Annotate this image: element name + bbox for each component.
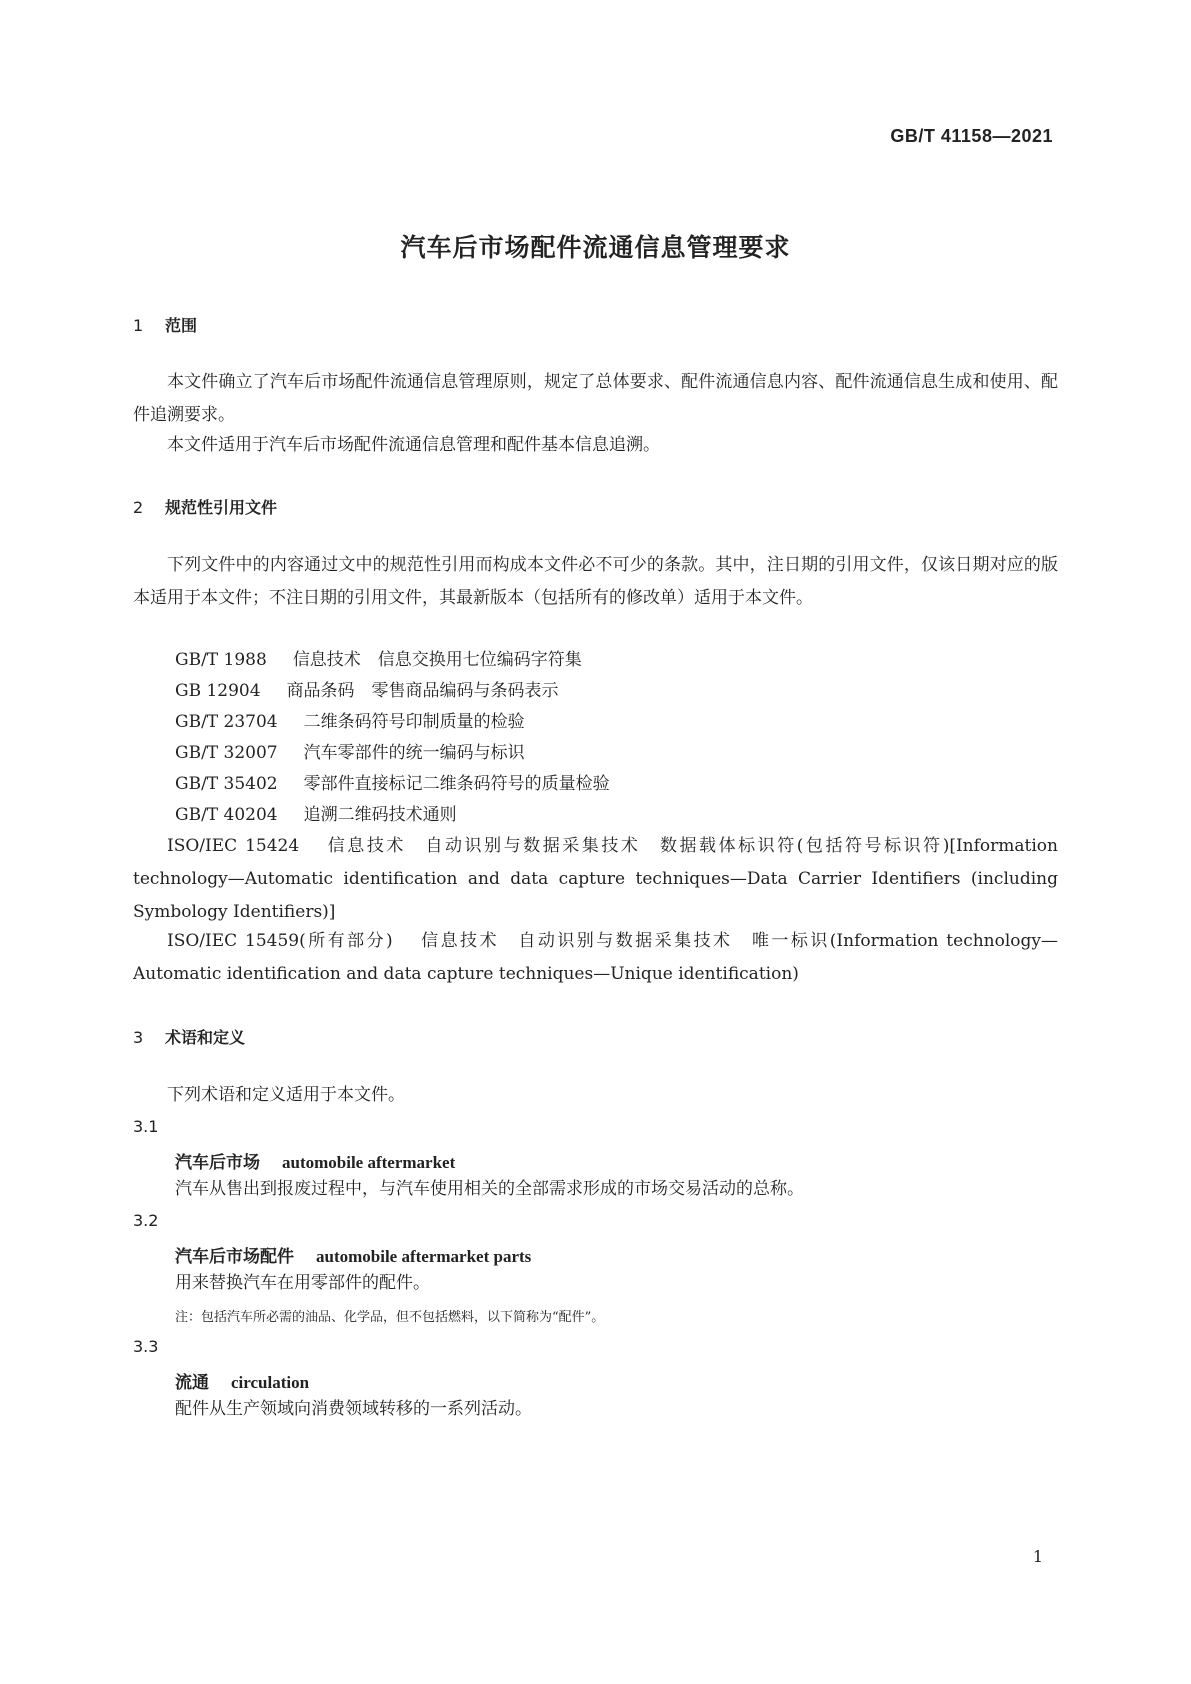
section-heading-references (133, 495, 277, 518)
page-number: 1 (1032, 1547, 1043, 1566)
reference-item (175, 737, 525, 770)
term-number: 3.2 (133, 1211, 159, 1230)
reference-item (133, 830, 1058, 929)
reference-title: 二维条码符号印制质量的检验 (303, 712, 525, 732)
reference-item (175, 768, 610, 801)
terms-intro: 下列术语和定义适用于本文件。 (167, 1085, 405, 1105)
scope-paragraph-1: 本文件确立了汽车后市场配件流通信息管理原则，规定了总体要求、配件流通信息内容、配件流通信息生成和使用、配件追溯要求。 (133, 372, 1058, 425)
reference-title: 零部件直接标记二维条码符号的质量检验 (303, 774, 610, 794)
section-number: 1 (133, 316, 144, 335)
term-chinese: 汽车后市场配件 (175, 1247, 294, 1267)
reference-code: GB 12904 (175, 681, 261, 701)
section-title: 范围 (165, 316, 198, 335)
reference-code: ISO/IEC 15459(所有部分) (167, 931, 393, 951)
document-title: 汽车后市场配件流通信息管理要求 (400, 233, 791, 262)
term-definition: 配件从生产领域向消费领域转移的一系列活动。 (175, 1399, 532, 1419)
term-chinese: 流通 (175, 1373, 209, 1393)
reference-code: GB/T 23704 (175, 712, 278, 732)
term-heading (175, 1148, 455, 1173)
reference-title: 追溯二维码技术通则 (303, 805, 457, 825)
reference-item (175, 799, 457, 832)
reference-code: GB/T 35402 (175, 774, 278, 794)
reference-item (175, 644, 582, 677)
section-title: 规范性引用文件 (165, 498, 278, 517)
reference-item (133, 925, 1058, 991)
term-heading (175, 1368, 309, 1393)
section-title: 术语和定义 (165, 1028, 246, 1047)
reference-title: 信息技术 自动识别与数据采集技术 数据载体标识符(包括符号标识符)[Information technology—Automatic identification and data capture techniques—Data Carrier Identifiers (including Symbology Identifiers)] (133, 836, 1058, 922)
reference-title: 信息技术 信息交换用七位编码字符集 (292, 650, 582, 670)
standard-code: GB/T 41158—2021 (890, 126, 1053, 146)
reference-item (175, 675, 559, 708)
term-english: automobile aftermarket (282, 1153, 456, 1172)
term-chinese: 汽车后市场 (175, 1153, 260, 1173)
term-note: 注：包括汽车所必需的油品、化学品，但不包括燃料，以下简称为“配件”。 (175, 1310, 605, 1325)
section-heading-scope (133, 313, 197, 336)
term-definition: 用来替换汽车在用零部件的配件。 (175, 1273, 430, 1293)
reference-code: GB/T 1988 (175, 650, 267, 670)
section-number: 3 (133, 1028, 144, 1047)
reference-code: ISO/IEC 15424 (167, 836, 300, 856)
reference-code: GB/T 32007 (175, 743, 278, 763)
section-heading-terms (133, 1025, 245, 1048)
reference-title: 商品条码 零售商品编码与条码表示 (286, 681, 559, 701)
term-english: automobile aftermarket parts (316, 1247, 532, 1266)
reference-code: GB/T 40204 (175, 805, 278, 825)
term-english: circulation (231, 1373, 310, 1392)
reference-item (175, 706, 525, 739)
term-number: 3.1 (133, 1117, 159, 1136)
term-definition: 汽车从售出到报废过程中，与汽车使用相关的全部需求形成的市场交易活动的总称。 (175, 1179, 804, 1199)
reference-title: 信息技术 自动识别与数据采集技术 唯一标识(Information technology—Automatic identification and data capture techniques—Unique identification) (133, 931, 1059, 984)
scope-paragraph-2: 本文件适用于汽车后市场配件流通信息管理和配件基本信息追溯。 (167, 435, 660, 455)
reference-title: 汽车零部件的统一编码与标识 (303, 743, 525, 763)
term-heading (175, 1242, 531, 1267)
section-number: 2 (133, 498, 144, 517)
term-number: 3.3 (133, 1337, 159, 1356)
references-intro: 下列文件中的内容通过文中的规范性引用而构成本文件必不可少的条款。其中，注日期的引用文件，仅该日期对应的版本适用于本文件；不注日期的引用文件，其最新版本（包括所有的修改单）适用于本文件。 (133, 555, 1058, 608)
